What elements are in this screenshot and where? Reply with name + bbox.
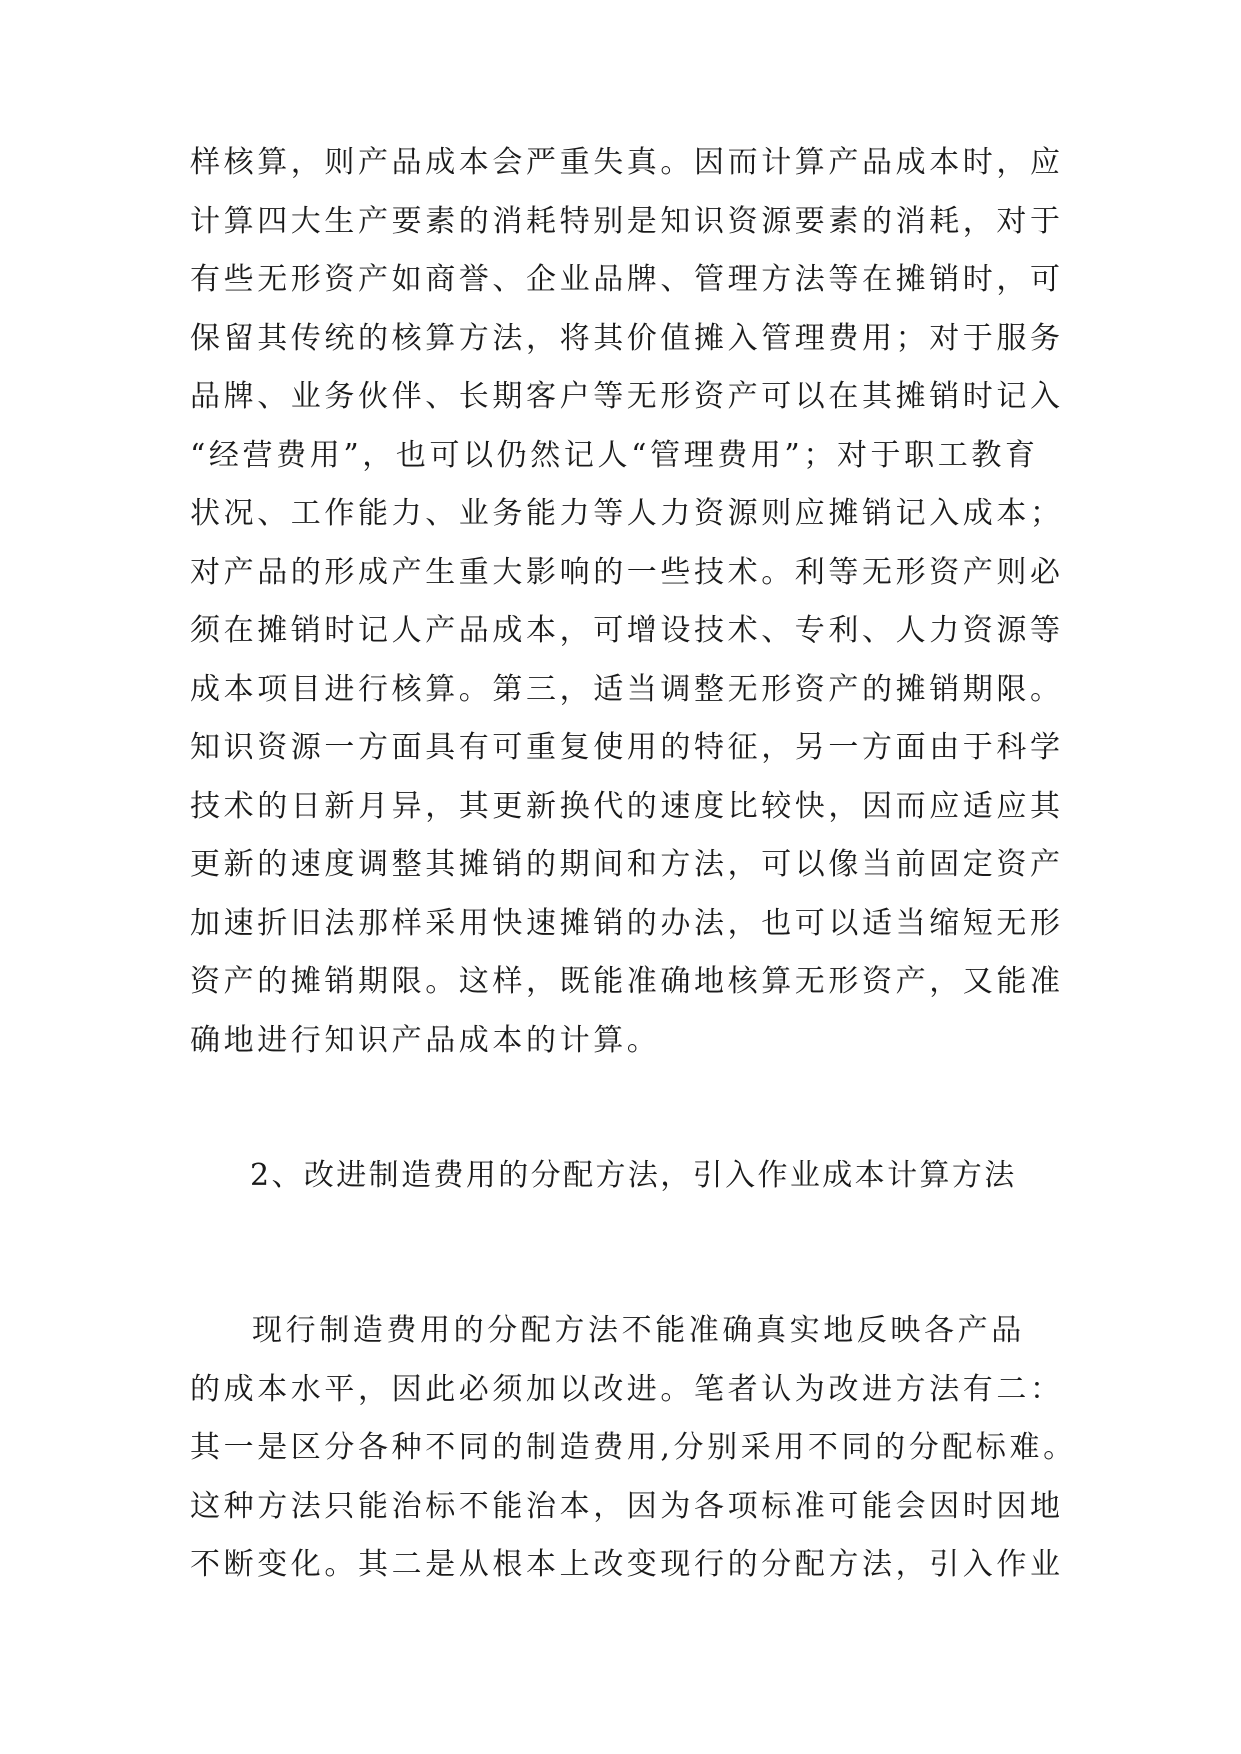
text-line: 有些无形资产如商誉、企业品牌、管理方法等在摊销时，可 bbox=[190, 262, 1064, 297]
text-line: 保留其传统的核算方法，将其价值摊入管理费用；对于服务 bbox=[190, 320, 1064, 356]
text-line: 的成本水平，因此必须加以改进。笔者认为改进方法有二： bbox=[190, 1371, 1064, 1407]
text-line: 加速折旧法那样采用快速摊销的办法，也可以适当缩短无形 bbox=[190, 905, 1064, 941]
text-line: 对产品的形成产生重大影响的一些技术。利等无形资产则必 bbox=[190, 554, 1064, 590]
text-line: 资产的摊销期限。这样，既能准确地核算无形资产，又能准 bbox=[190, 964, 1064, 999]
text-line: 这种方法只能治标不能治本，因为各项标准可能会因时因地 bbox=[190, 1488, 1064, 1524]
text-line: 知识资源一方面具有可重复使用的特征，另一方面由于科学 bbox=[190, 730, 1064, 765]
text-line: 样核算，则产品成本会严重失真。因而计算产品成本时，应 bbox=[190, 145, 1064, 180]
paragraph-manufacturing-overhead bbox=[190, 1302, 1077, 1595]
paragraph-intangible-assets bbox=[190, 134, 1070, 1070]
text-line: 现行制造费用的分配方法不能准确真实地反映各产品 bbox=[252, 1313, 1025, 1348]
text-line: 品牌、业务伙伴、长期客户等无形资产可以在其摊销时记入 bbox=[190, 379, 1064, 414]
text-line: 其一是区分各种不同的制造费用,分别采用不同的分配标难。 bbox=[190, 1430, 1077, 1465]
text-line: 不断变化。其二是从根本上改变现行的分配方法，引入作业 bbox=[190, 1547, 1064, 1582]
text-line: 更新的速度调整其摊销的期间和方法，可以像当前固定资产 bbox=[190, 847, 1064, 882]
section-heading: 2、改进制造费用的分配方法，引入作业成本计算方法 bbox=[250, 1158, 1017, 1193]
text-line: 成本项目进行核算。第三，适当调整无形资产的摊销期限。 bbox=[190, 671, 1064, 707]
text-line: 计算四大生产要素的消耗特别是知识资源要素的消耗，对于 bbox=[190, 203, 1064, 239]
text-line: “经营费用”，也可以仍然记人“管理费用”；对于职工教育 bbox=[190, 437, 1039, 473]
text-line: 技术的日新月异，其更新换代的速度比较快，因而应适应其 bbox=[190, 788, 1064, 824]
text-line: 确地进行知识产品成本的计算。 bbox=[190, 1022, 661, 1058]
text-line: 须在摊销时记人产品成本，可增设技术、专利、人力资源等 bbox=[190, 613, 1064, 648]
text-line: 状况、工作能力、业务能力等人力资源则应摊销记入成本； bbox=[190, 496, 1064, 531]
